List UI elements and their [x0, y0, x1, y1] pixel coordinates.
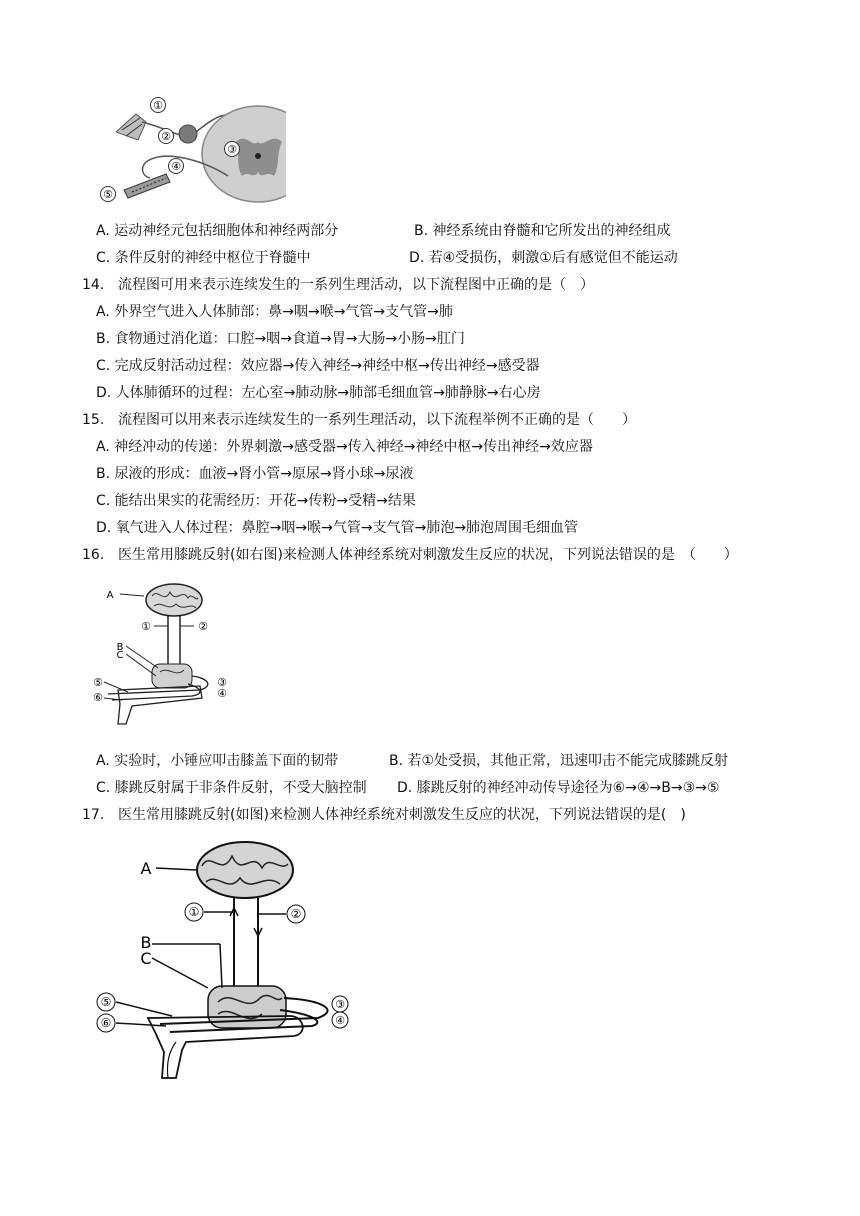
q14-option-b: B. 食物通过消化道：口腔→咽→食道→胃→大肠→小肠→肛门: [96, 331, 465, 347]
q15-option-c: C. 能结出果实的花需经历：开花→传粉→受精→结果: [96, 493, 416, 509]
q16-number: 16.: [82, 547, 105, 563]
fig17-label-c: C: [140, 949, 152, 968]
fig17-label-a: A: [140, 859, 152, 878]
fig16-label-5: ⑤: [93, 676, 103, 689]
q15-option-a: A. 神经冲动的传递：外界刺激→感受器→传入神经→神经中枢→传出神经→效应器: [96, 439, 593, 455]
q16-option-c: C. 膝跳反射属于非条件反射，不受大脑控制: [96, 780, 367, 796]
fig17-label-2: ②: [290, 907, 302, 921]
q14-option-d: D. 人体肺循环的过程：左心室→肺动脉→肺部毛细血管→肺静脉→右心房: [96, 385, 541, 401]
q15-number: 15.: [82, 412, 105, 428]
fig17-label-1: ①: [188, 905, 200, 919]
reflex-arc-figure: [96, 92, 286, 210]
q14-stem: 流程图可用来表示连续发生的一系列生理活动，以下流程图中正确的是（ ）: [118, 277, 594, 293]
q14-number: 14.: [82, 277, 105, 293]
fig13-label-5: ⑤: [103, 188, 113, 201]
q14-option-a: A. 外界空气进入人体肺部：鼻→咽→喉→气管→支气管→肺: [96, 304, 453, 320]
fig16-label-b: B: [116, 642, 124, 653]
knee-jerk-figure-small: [88, 582, 238, 728]
fig17-label-4: ④: [335, 1014, 345, 1027]
q13-option-a: A. 运动神经元包括细胞体和神经两部分: [96, 223, 339, 239]
q16-option-b: B. 若①处受损，其他正常，迅速叩击不能完成膝跳反射: [389, 753, 729, 769]
q16-option-d: D. 膝跳反射的神经冲动传导途径为⑥→④→B→③→⑤: [397, 780, 720, 796]
q16-option-a: A. 实验时，小锤应叩击膝盖下面的韧带: [96, 753, 339, 769]
fig13-label-1: ①: [153, 99, 163, 112]
fig16-label-2: ②: [198, 620, 208, 633]
fig13-label-4: ④: [171, 160, 181, 173]
q16-stem: 医生常用膝跳反射(如右图)来检测人体神经系统对刺激发生反应的状况，下列说法错误的是 （ ）: [118, 547, 738, 563]
knee-jerk-figure-large: [90, 838, 352, 1082]
fig16-label-4: ④: [217, 687, 227, 700]
fig17-label-6: ⑥: [100, 1016, 112, 1030]
q15-option-d: D. 氧气进入人体过程：鼻腔→咽→喉→气管→支气管→肺泡→肺泡周围毛细血管: [96, 520, 579, 536]
q17-number: 17.: [82, 807, 105, 823]
q15-stem: 流程图可以用来表示连续发生的一系列生理活动，以下流程举例不正确的是（ ）: [118, 412, 636, 428]
q13-option-b: B. 神经系统由脊髓和它所发出的神经组成: [414, 223, 671, 239]
fig13-label-3: ③: [227, 143, 237, 156]
q13-option-c: C. 条件反射的神经中枢位于脊髓中: [96, 250, 311, 266]
fig17-label-b: B: [140, 933, 152, 952]
fig17-label-3: ③: [335, 998, 345, 1011]
fig16-label-3: ③: [217, 676, 227, 689]
fig16-label-a: A: [106, 590, 114, 601]
fig17-label-5: ⑤: [100, 995, 112, 1009]
fig16-label-c: C: [116, 650, 124, 661]
q15-option-b: B. 尿液的形成：血液→肾小管→原尿→肾小球→尿液: [96, 466, 414, 482]
q14-option-c: C. 完成反射活动过程：效应器→传入神经→神经中枢→传出神经→感受器: [96, 358, 540, 374]
fig16-label-1: ①: [141, 620, 151, 633]
q17-stem: 医生常用膝跳反射(如图)来检测人体神经系统对刺激发生反应的状况，下列说法错误的是( ): [118, 807, 686, 823]
fig13-label-2: ②: [161, 130, 171, 143]
fig16-label-6: ⑥: [93, 691, 103, 704]
q13-option-d: D. 若④受损伤，刺激①后有感觉但不能运动: [409, 250, 678, 266]
